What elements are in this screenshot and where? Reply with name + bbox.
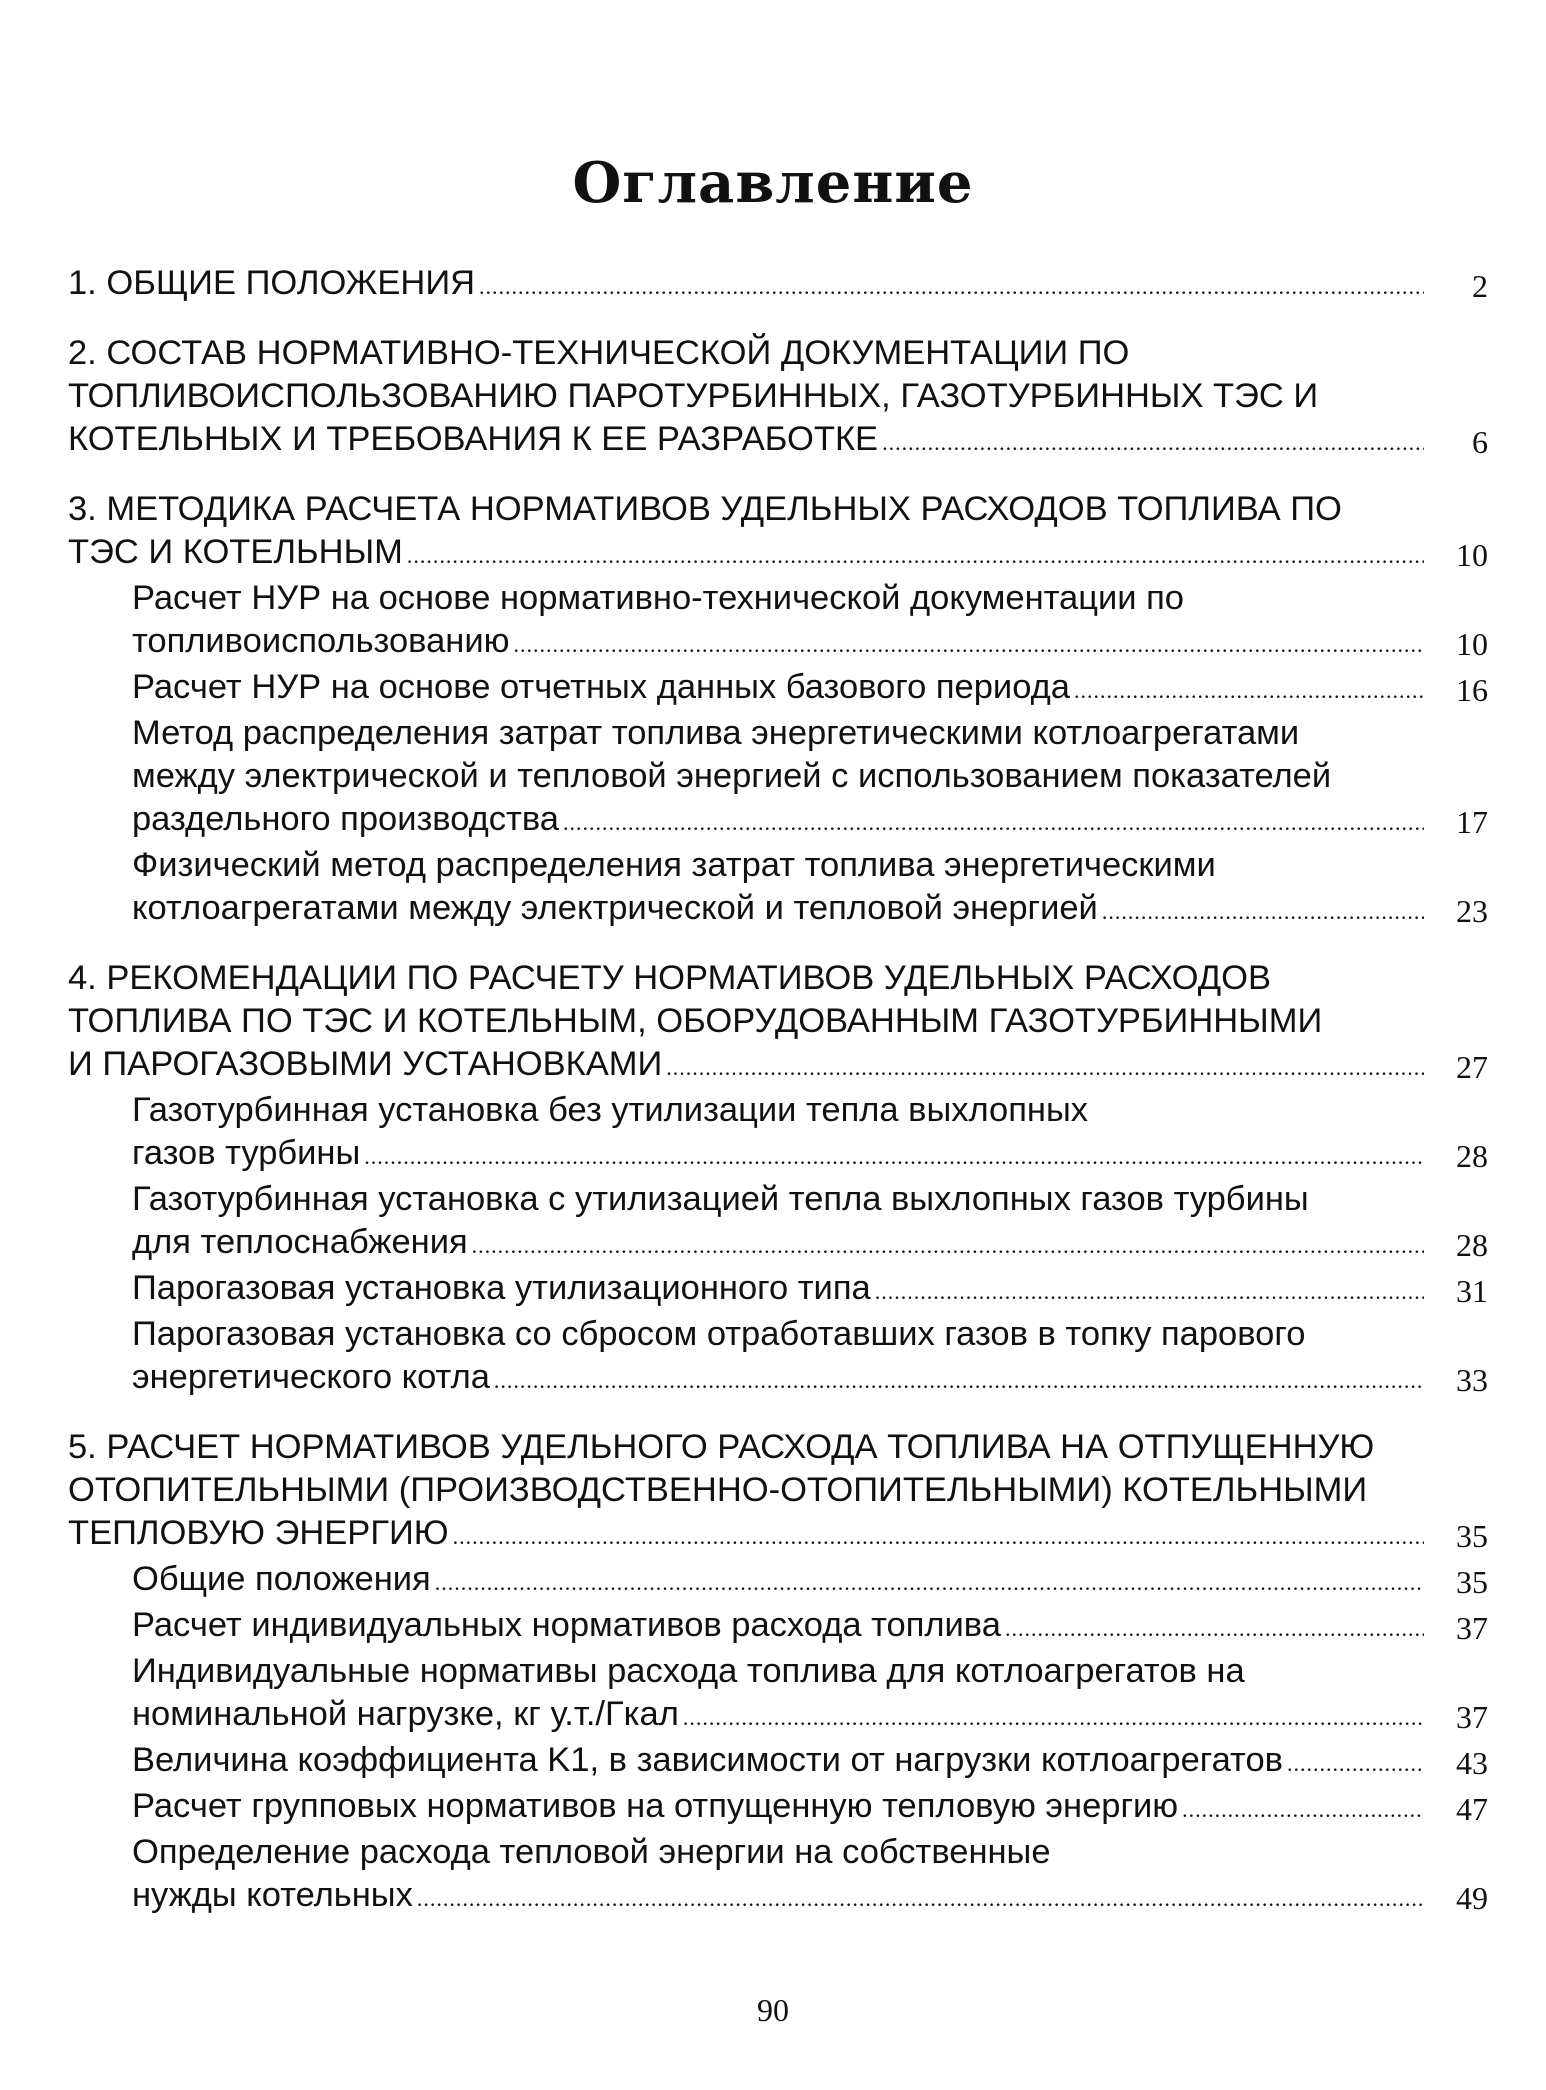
toc-entry-text: ТЕПЛОВУЮ ЭНЕРГИЮ — [68, 1514, 449, 1552]
toc-page-number: 17 — [1456, 804, 1488, 840]
page-number-footer: 90 — [757, 1992, 789, 2028]
toc-entry-text: Газотурбинная установка без утилизации тепла выхлопных — [132, 1091, 1089, 1129]
toc-entry-text: Расчет НУР на основе нормативно-технической документации по — [132, 579, 1184, 617]
dot-leader — [435, 1561, 1424, 1604]
dot-leader — [882, 421, 1424, 464]
toc-page-number: 23 — [1456, 893, 1488, 929]
toc-entry-section-4 — [68, 957, 1488, 1089]
toc-entry-subsection — [68, 1267, 1488, 1313]
dot-leader — [666, 1046, 1424, 1089]
toc-page-number: 28 — [1456, 1138, 1488, 1174]
toc-entry-text: Расчет индивидуальных нормативов расхода топлива — [132, 1606, 1001, 1644]
toc-entry-text: Определение расхода тепловой энергии на собственные — [132, 1833, 1051, 1871]
toc-page-number: 33 — [1456, 1362, 1488, 1398]
toc-entry-text: Величина коэффициента K1, в зависимости от нагрузки котлоагрегатов — [132, 1741, 1283, 1779]
toc-entry-subsection — [68, 1558, 1488, 1604]
toc-entry-subsection — [68, 666, 1488, 712]
toc-page-number: 35 — [1456, 1564, 1488, 1600]
toc-page-number: 47 — [1456, 1791, 1488, 1827]
dot-leader — [1182, 1788, 1424, 1831]
toc-entry-text: Общие положения — [132, 1560, 431, 1598]
toc-page-number: 27 — [1456, 1049, 1488, 1085]
toc-entry-subsection — [68, 1831, 1488, 1920]
toc-entry-text: Газотурбинная установка с утилизацией тепла выхлопных газов турбины — [132, 1180, 1309, 1218]
toc-entry-subsection — [68, 1650, 1488, 1739]
toc-entry-text: 2. СОСТАВ НОРМАТИВНО-ТЕХНИЧЕСКОЙ ДОКУМЕНТАЦИИ ПО — [68, 334, 1130, 372]
toc-page-number: 37 — [1456, 1610, 1488, 1646]
toc-page-number: 10 — [1456, 626, 1488, 662]
toc-entry-text: номинальной нагрузке, кг у.т./Гкал — [132, 1695, 679, 1733]
toc-entry-text: нужды котельных — [132, 1876, 413, 1914]
toc-entry-text: Парогазовая установка со сбросом отработавших газов в топку парового — [132, 1315, 1306, 1353]
dot-leader — [1102, 890, 1424, 933]
toc-entry-text: ОТОПИТЕЛЬНЫМИ (ПРОИЗВОДСТВЕННО-ОТОПИТЕЛЬНЫМИ) КОТЕЛЬНЫМИ — [68, 1471, 1368, 1509]
toc-entry-text: для теплоснабжения — [132, 1223, 468, 1261]
toc-entry-subsection — [68, 577, 1488, 666]
toc-entry-section-1 — [68, 262, 1488, 308]
toc-entry-text: ТЭС И КОТЕЛЬНЫМ — [68, 533, 403, 571]
toc-entry-text: Расчет групповых нормативов на отпущенную тепловую энергию — [132, 1787, 1179, 1825]
toc-entry-subsection — [68, 1313, 1488, 1402]
dot-leader — [875, 1270, 1424, 1313]
toc-entry-text: раздельного производства — [132, 800, 559, 838]
toc-page-number: 28 — [1456, 1227, 1488, 1263]
toc-page-number: 16 — [1456, 672, 1488, 708]
dot-leader — [453, 1515, 1424, 1558]
dot-leader — [479, 265, 1424, 308]
toc-entry-subsection — [68, 1604, 1488, 1650]
toc-entry-text: Метод распределения затрат топлива энергетическими котлоагрегатами — [132, 714, 1300, 752]
dot-leader — [683, 1696, 1424, 1739]
toc-entry-text: 1. ОБЩИЕ ПОЛОЖЕНИЯ — [68, 264, 476, 302]
dot-leader — [1287, 1742, 1424, 1785]
toc-entry-subsection — [68, 1178, 1488, 1267]
toc-entry-text: КОТЕЛЬНЫХ И ТРЕБОВАНИЯ К ЕЕ РАЗРАБОТКЕ — [68, 420, 879, 458]
toc-entry-text: топливоиспользованию — [132, 622, 510, 660]
page-title: Оглавление — [572, 150, 974, 216]
dot-leader — [407, 534, 1424, 577]
dot-leader — [514, 623, 1425, 666]
toc-entry-section-3 — [68, 488, 1488, 577]
toc-entry-text: энергетического котла — [132, 1358, 490, 1396]
toc-entry-text: между электрической и тепловой энергией с использованием показателей — [132, 757, 1332, 795]
toc-entry-subsection — [68, 844, 1488, 933]
dot-leader — [563, 801, 1424, 844]
toc-entry-text: Индивидуальные нормативы расхода топлива для котлоагрегатов на — [132, 1652, 1245, 1690]
toc-entry-text: ТОПЛИВА ПО ТЭС И КОТЕЛЬНЫМ, ОБОРУДОВАННЫМ ГАЗОТУРБИННЫМИ — [68, 1002, 1323, 1040]
toc-entry-subsection — [68, 1089, 1488, 1178]
toc-entry-subsection — [68, 712, 1488, 844]
toc-entry-text: котлоагрегатами между электрической и тепловой энергией — [132, 889, 1098, 927]
dot-leader — [1005, 1607, 1424, 1650]
dot-leader — [494, 1359, 1424, 1402]
toc-entry-text: 3. МЕТОДИКА РАСЧЕТА НОРМАТИВОВ УДЕЛЬНЫХ РАСХОДОВ ТОПЛИВА ПО — [68, 490, 1342, 528]
toc-entry-text: ТОПЛИВОИСПОЛЬЗОВАНИЮ ПАРОТУРБИННЫХ, ГАЗОТУРБИННЫХ ТЭС И — [68, 377, 1319, 415]
toc-entry-text: 5. РАСЧЕТ НОРМАТИВОВ УДЕЛЬНОГО РАСХОДА ТОПЛИВА НА ОТПУЩЕННУЮ — [68, 1428, 1375, 1466]
toc-page-number: 37 — [1456, 1699, 1488, 1735]
toc-entry-text: И ПАРОГАЗОВЫМИ УСТАНОВКАМИ — [68, 1045, 663, 1083]
toc-entry-text: 4. РЕКОМЕНДАЦИИ ПО РАСЧЕТУ НОРМАТИВОВ УДЕЛЬНЫХ РАСХОДОВ — [68, 959, 1271, 997]
dot-leader — [1074, 669, 1424, 712]
table-of-contents — [68, 262, 1488, 1920]
toc-page-number: 35 — [1456, 1518, 1488, 1554]
toc-page-number: 43 — [1456, 1745, 1488, 1781]
toc-page-number: 2 — [1472, 268, 1488, 304]
dot-leader — [364, 1135, 1424, 1178]
toc-entry-text: Расчет НУР на основе отчетных данных базового периода — [132, 668, 1070, 706]
toc-entry-section-2 — [68, 332, 1488, 464]
toc-entry-subsection — [68, 1739, 1488, 1785]
toc-page-number: 6 — [1472, 424, 1488, 460]
toc-page-number: 10 — [1456, 537, 1488, 573]
toc-entry-text: Парогазовая установка утилизационного типа — [132, 1269, 871, 1307]
toc-page-number: 49 — [1456, 1880, 1488, 1916]
toc-page-number: 31 — [1456, 1273, 1488, 1309]
toc-entry-text: газов турбины — [132, 1134, 361, 1172]
toc-entry-text: Физический метод распределения затрат топлива энергетическими — [132, 846, 1216, 884]
toc-entry-section-5 — [68, 1426, 1488, 1558]
dot-leader — [472, 1224, 1424, 1267]
dot-leader — [417, 1877, 1424, 1920]
toc-entry-subsection — [68, 1785, 1488, 1831]
